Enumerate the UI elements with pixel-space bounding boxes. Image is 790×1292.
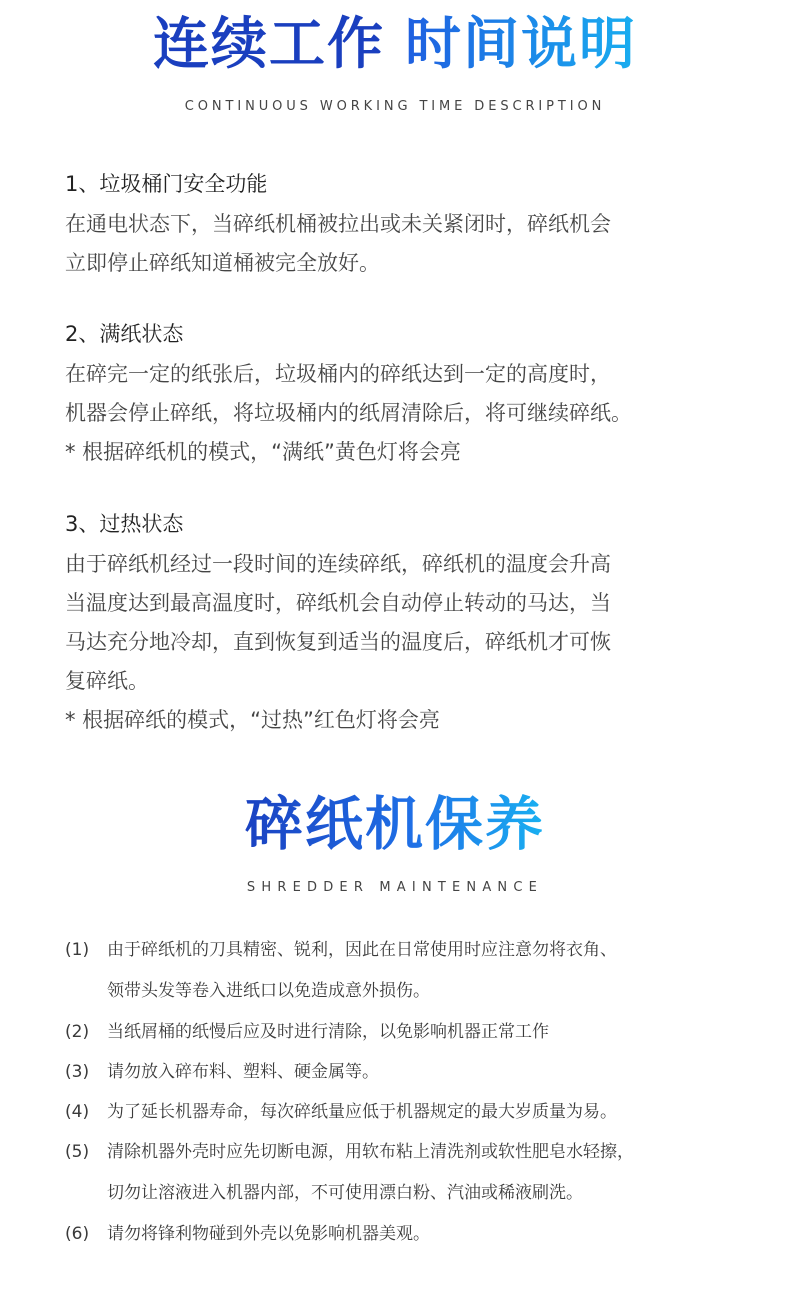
maintenance-item-text [107, 1012, 549, 1052]
maintenance-line: 清除机器外壳时应先切断电源，用软布粘上清洗剂或软性肥皂水轻擦， [107, 1142, 634, 1162]
working-time-title-part2: 时间说明 [405, 12, 637, 77]
working-time-title [0, 10, 790, 80]
working-time-title-part1: 连续工作 [153, 12, 385, 77]
section-line: 在通电状态下，当碎纸机桶被拉出或未关紧闭时，碎纸机会 [65, 212, 611, 236]
maintenance-line: 当纸屑桶的纸慢后应及时进行清除，以免影响机器正常工作 [107, 1022, 549, 1042]
maintenance-item [65, 930, 765, 1012]
section-line: 由于碎纸机经过一段时间的连续碎纸，碎纸机的温度会升高 [65, 552, 611, 576]
section-line: * 根据碎纸的模式，“过热”红色灯将会亮 [65, 708, 440, 732]
maintenance-item [65, 1052, 765, 1092]
section-body [65, 205, 765, 283]
maintenance-item-number: (3) [65, 1062, 90, 1082]
maintenance-item-text [107, 1214, 430, 1254]
maintenance-line: 请勿放入碎布料、塑料、硬金属等。 [107, 1062, 379, 1082]
maintenance-line: 领带头发等卷入进纸口以免造成意外损伤。 [107, 981, 430, 1001]
maintenance-item-number: (2) [65, 1022, 90, 1042]
maintenance-list [65, 930, 765, 1254]
maintenance-line: 切勿让溶液进入机器内部，不可使用漂白粉、汽油或稀液刷洗。 [107, 1183, 583, 1203]
maintenance-item [65, 1132, 765, 1214]
maintenance-line: 为了延长机器寿命，每次碎纸量应低于机器规定的最大岁质量为易。 [107, 1102, 617, 1122]
maintenance-item-text [107, 1132, 634, 1214]
section-line: 在碎完一定的纸张后，垃圾桶内的碎纸达到一定的高度时， [65, 362, 611, 386]
section-heading: 2、满纸状态 [65, 322, 184, 346]
maintenance-subtitle: SHREDDER MAINTENANCE [246, 880, 544, 895]
maintenance-item-number: (5) [65, 1142, 90, 1162]
maintenance-line: 请勿将锋利物碰到外壳以免影响机器美观。 [107, 1224, 430, 1244]
maintenance-item [65, 1012, 765, 1052]
maintenance-item [65, 1092, 765, 1132]
section-line: 机器会停止碎纸，将垃圾桶内的纸屑清除后，将可继续碎纸。 [65, 401, 632, 425]
section-line: 立即停止碎纸知道桶被完全放好。 [65, 251, 380, 275]
maintenance-item-number: (4) [65, 1102, 90, 1122]
maintenance-item-text [107, 1092, 617, 1132]
section-line: 复碎纸。 [65, 669, 149, 693]
section-full-paper [65, 320, 765, 472]
section-line: * 根据碎纸机的模式，“满纸”黄色灯将会亮 [65, 440, 461, 464]
section-heading: 3、过热状态 [65, 512, 184, 536]
section-line: 当温度达到最高温度时，碎纸机会自动停止转动的马达，当 [65, 591, 611, 615]
maintenance-item [65, 1214, 765, 1254]
maintenance-item-number: (6) [65, 1224, 90, 1244]
maintenance-item-text [107, 1052, 379, 1092]
maintenance-title: 碎纸机保养 [235, 788, 555, 860]
maintenance-line: 由于碎纸机的刀具精密、锐利，因此在日常使用时应注意勿将衣角、 [107, 940, 617, 960]
section-door-safety [65, 170, 765, 283]
maintenance-item-number: (1) [65, 940, 90, 960]
section-body [65, 355, 765, 472]
section-body [65, 545, 765, 740]
working-time-subtitle: CONTINUOUS WORKING TIME DESCRIPTION [184, 99, 606, 114]
maintenance-item-text [107, 930, 617, 1012]
section-overheat [65, 510, 765, 740]
section-heading: 1、垃圾桶门安全功能 [65, 172, 268, 196]
section-line: 马达充分地冷却，直到恢复到适当的温度后，碎纸机才可恢 [65, 630, 611, 654]
